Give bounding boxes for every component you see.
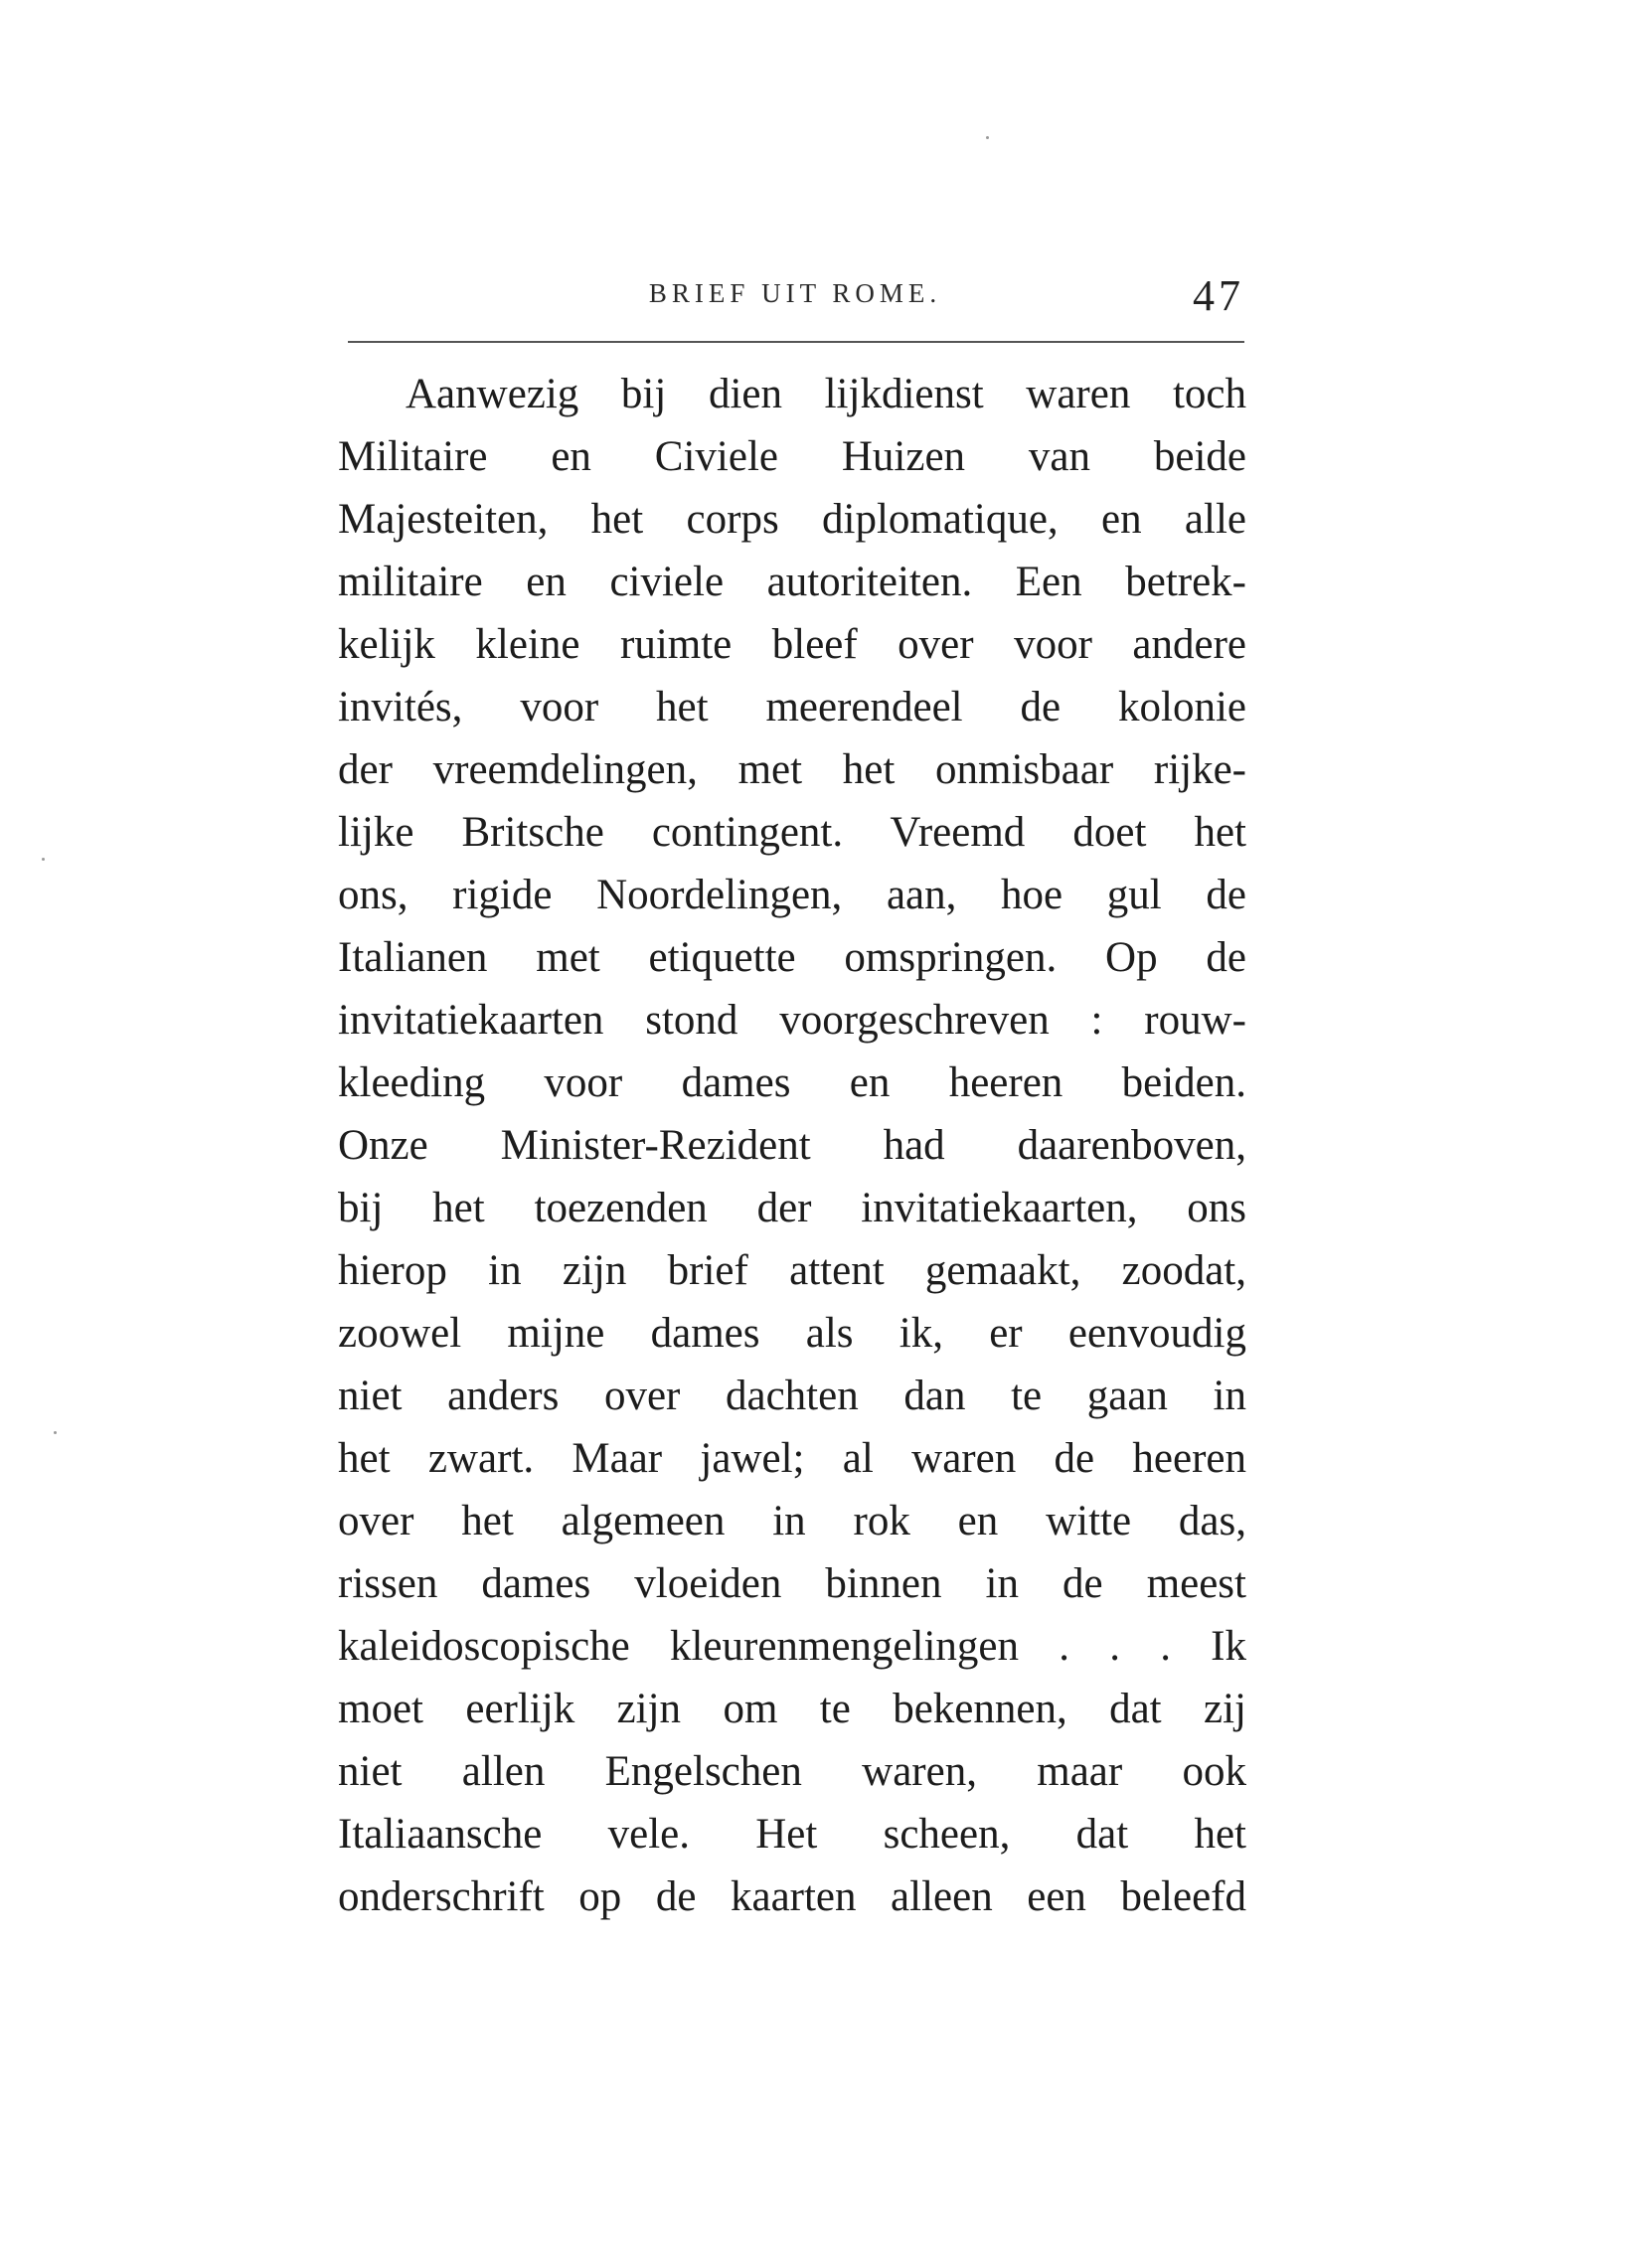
- text-line: invités, voor het meerendeel de kolonie: [338, 684, 1246, 730]
- body-text: [338, 363, 1246, 1928]
- text-line: invitatiekaarten stond voorgeschreven : rouw-: [338, 997, 1246, 1044]
- text-line: ons, rigide Noordelingen, aan, hoe gul de: [338, 872, 1246, 918]
- running-head: [338, 270, 1252, 330]
- text-line: hierop in zijn brief attent gemaakt, zoodat,: [338, 1247, 1246, 1294]
- paper-speck: [986, 136, 989, 139]
- paper-speck: [54, 1431, 57, 1434]
- text-line: Italiaansche vele. Het scheen, dat het: [338, 1811, 1246, 1858]
- text-line: der vreemdelingen, met het onmisbaar rijke-: [338, 746, 1246, 793]
- page-number: 47: [1193, 271, 1244, 320]
- text-line: Italianen met etiquette omspringen. Op de: [338, 934, 1246, 981]
- text-line: Aanwezig bij dien lijkdienst waren toch: [406, 371, 1246, 417]
- text-line: over het algemeen in rok en witte das,: [338, 1498, 1246, 1544]
- text-line: moet eerlijk zijn om te bekennen, dat zij: [338, 1686, 1246, 1732]
- text-line: kleeding voor dames en heeren beiden.: [338, 1059, 1246, 1106]
- text-line: militaire en civiele autoriteiten. Een betrek-: [338, 559, 1246, 605]
- text-line: onderschrift op de kaarten alleen een beleefd: [338, 1873, 1246, 1920]
- text-line: kaleidoscopische kleurenmengelingen . . . Ik: [338, 1623, 1246, 1670]
- text-line: niet allen Engelschen waren, maar ook: [338, 1748, 1246, 1795]
- text-line: bij het toezenden der invitatiekaarten, ons: [338, 1185, 1246, 1231]
- text-line: rissen dames vloeiden binnen in de meest: [338, 1560, 1246, 1607]
- header-rule: [348, 341, 1244, 343]
- text-line: lijke Britsche contingent. Vreemd doet het: [338, 809, 1246, 856]
- text-line: het zwart. Maar jawel; al waren de heeren: [338, 1435, 1246, 1482]
- text-line: Onze Minister-Rezident had daarenboven,: [338, 1122, 1246, 1169]
- running-title: BRIEF UIT ROME.: [648, 278, 942, 308]
- text-line: zoowel mijne dames als ik, er eenvoudig: [338, 1310, 1246, 1357]
- text-line: kelijk kleine ruimte bleef over voor andere: [338, 621, 1246, 668]
- paper-speck: [42, 858, 45, 861]
- text-line: niet anders over dachten dan te gaan in: [338, 1373, 1246, 1419]
- text-line: Militaire en Civiele Huizen van beide: [338, 433, 1246, 480]
- text-line: Majesteiten, het corps diplomatique, en alle: [338, 496, 1246, 543]
